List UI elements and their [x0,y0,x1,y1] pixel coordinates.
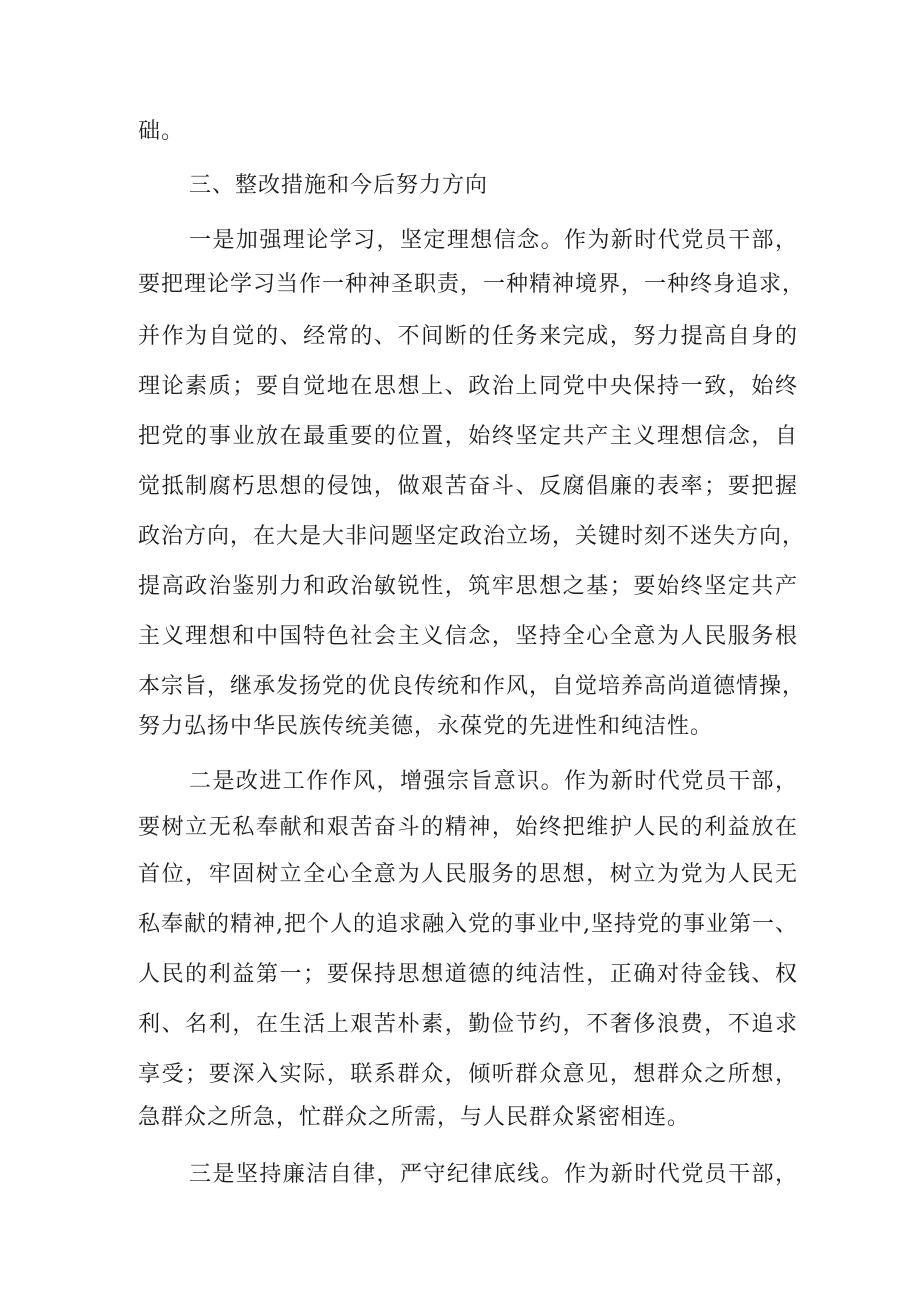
paragraph-1-line-4: 理论素质；要自觉地在思想上、政治上同党中央保持一致，始终 [138,374,798,399]
paragraph-3-line-1: 三是坚持廉洁自律，严守纪律底线。作为新时代党员干部， [189,1162,798,1187]
paragraph-2-line-1: 二是改进工作作风，增强宗旨意识。作为新时代党员干部， [189,769,798,794]
paragraph-1-line-8: 提高政治鉴别力和政治敏锐性，筑牢思想之基；要始终坚定共产 [138,574,798,599]
paragraph-2-line-4: 私奉献的精神,把个人的追求融入党的事业中,坚持党的事业第一、 [138,912,798,937]
paragraph-1-line-9: 主义理想和中国特色社会主义信念，坚持全心全意为人民服务根 [138,624,798,649]
paragraph-2-line-3: 首位，牢固树立全心全意为人民服务的思想，树立为党为人民无 [138,862,798,887]
paragraph-1-line-10: 本宗旨，继承发扬党的优良传统和作风，自觉培养高尚道德情操， [138,674,806,699]
paragraph-1-line-3: 并作为自觉的、经常的、不间断的任务来完成，努力提高自身的 [138,324,798,349]
paragraph-2-line-6: 利、名利，在生活上艰苦朴素，勤俭节约，不奢侈浪费，不追求 [138,1012,798,1037]
paragraph-2-line-5: 人民的利益第一；要保持思想道德的纯洁性，正确对待金钱、权 [138,962,798,987]
paragraph-1-line-5: 把党的事业放在最重要的位置，始终坚定共产主义理想信念，自 [138,424,798,449]
paragraph-1-line-2: 要把理论学习当作一种神圣职责，一种精神境界，一种终身追求， [138,272,806,297]
paragraph-2-line-7: 享受；要深入实际，联系群众，倾听群众意见，想群众之所想， [138,1062,798,1087]
paragraph-1-line-6: 觉抵制腐朽思想的侵蚀，做艰苦奋斗、反腐倡廉的表率；要把握 [138,474,798,499]
paragraph-1-line-7: 政治方向，在大是大非问题坚定政治立场，关键时刻不迷失方向， [138,524,806,549]
paragraph-2-line-8: 急群众之所急，忙群众之所需，与人民群众紧密相连。 [138,1105,691,1130]
section-heading: 三、整改措施和今后努力方向 [189,173,489,198]
paragraph-2-line-2: 要树立无私奉献和艰苦奋斗的精神，始终把维护人民的利益放在 [138,815,798,840]
paragraph-1-line-1: 一是加强理论学习，坚定理想信念。作为新时代党员干部， [189,228,798,253]
paragraph-1-line-11: 努力弘扬中华民族传统美德，永葆党的先进性和纯洁性。 [138,714,714,739]
paragraph-tail-line: 础。 [138,119,185,144]
